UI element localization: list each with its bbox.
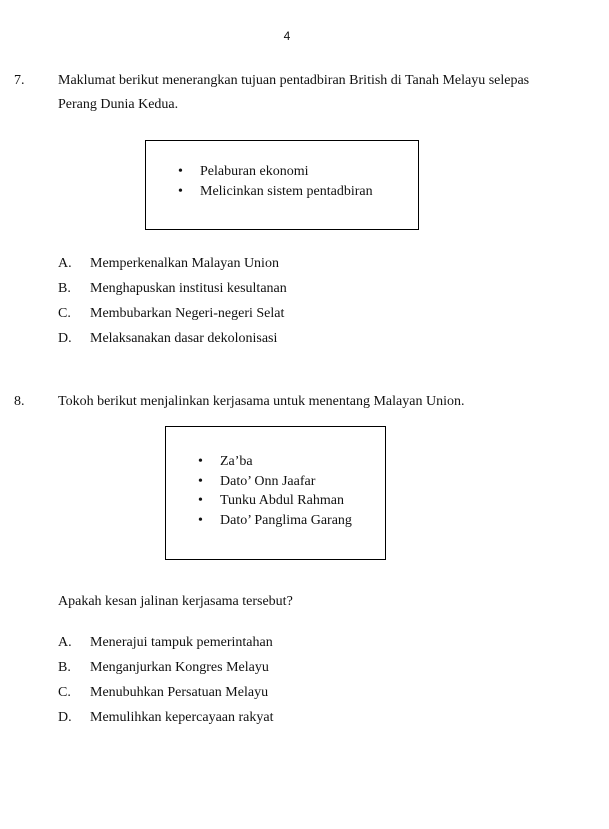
- question-stem: [58, 390, 558, 414]
- option-a[interactable]: [58, 633, 273, 653]
- option-c[interactable]: [58, 683, 268, 703]
- info-list-item: • Pelaburan ekonomi: [178, 162, 418, 182]
- option-d[interactable]: [58, 329, 277, 349]
- info-list-item: • Dato’ Onn Jaafar: [198, 472, 385, 492]
- question-stem-line: Maklumat berikut menerangkan tujuan pentadbiran British di Tanah Melayu selepas: [58, 73, 530, 88]
- info-list-item: • Dato’ Panglima Garang: [198, 511, 385, 531]
- option-text: Membubarkan Negeri-negeri Selat: [90, 306, 285, 321]
- option-letter: A.: [58, 256, 72, 271]
- option-letter: D.: [58, 710, 72, 725]
- option-text: Menganjurkan Kongres Melayu: [90, 660, 269, 675]
- page-number: 4: [283, 29, 291, 43]
- info-list-item: • Tunku Abdul Rahman: [198, 491, 385, 511]
- option-text: Memperkenalkan Malayan Union: [90, 256, 279, 271]
- question-number: 7.: [14, 73, 25, 88]
- option-d[interactable]: [58, 708, 273, 728]
- question-stem-line: Tokoh berikut menjalinkan kerjasama untuk menentang Malayan Union.: [58, 394, 465, 409]
- info-box: [165, 426, 386, 560]
- option-text: Menerajui tampuk pemerintahan: [90, 635, 273, 650]
- option-text: Memulihkan kepercayaan rakyat: [90, 710, 274, 725]
- option-letter: D.: [58, 331, 72, 346]
- question-stem: [58, 69, 558, 117]
- option-b[interactable]: [58, 658, 269, 678]
- option-letter: C.: [58, 306, 71, 321]
- option-b[interactable]: [58, 279, 287, 299]
- question-stem-line: Perang Dunia Kedua.: [58, 97, 179, 112]
- question-followup: Apakah kesan jalinan kerjasama tersebut?: [58, 594, 293, 609]
- option-text: Menubuhkan Persatuan Melayu: [90, 685, 269, 700]
- option-letter: B.: [58, 281, 71, 296]
- info-list: [178, 162, 418, 201]
- option-c[interactable]: [58, 304, 284, 324]
- option-letter: C.: [58, 685, 71, 700]
- info-list-item: • Za’ba: [198, 452, 385, 472]
- info-list: [198, 452, 385, 530]
- option-a[interactable]: [58, 254, 279, 274]
- info-list-item: • Melicinkan sistem pentadbiran: [178, 182, 418, 202]
- option-text: Melaksanakan dasar dekolonisasi: [90, 331, 278, 346]
- info-box: [145, 140, 419, 230]
- question-number: 8.: [14, 394, 25, 409]
- option-letter: A.: [58, 635, 72, 650]
- option-text: Menghapuskan institusi kesultanan: [90, 281, 287, 296]
- option-letter: B.: [58, 660, 71, 675]
